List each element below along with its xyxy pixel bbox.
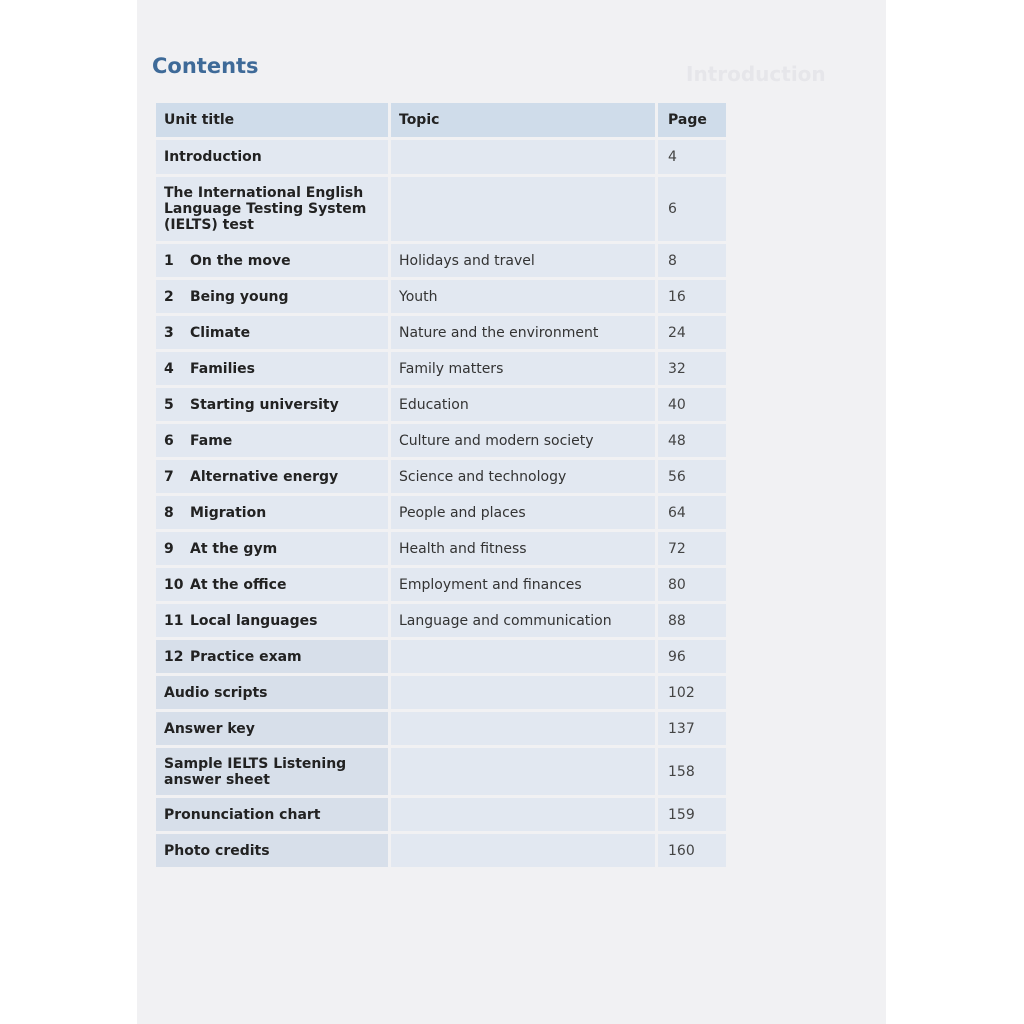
unit-title-cell <box>156 388 388 421</box>
table-row <box>156 244 728 277</box>
page-number: 80 <box>658 568 726 601</box>
unit-title-cell <box>156 532 388 565</box>
table-row <box>156 388 728 421</box>
topic-cell <box>391 798 655 831</box>
contents-table <box>156 103 728 870</box>
unit-number: 3 <box>164 324 174 341</box>
unit-title: Practice exam <box>190 648 302 665</box>
topic-cell: Nature and the environment <box>391 316 655 349</box>
unit-number: 4 <box>164 360 174 377</box>
unit-title-cell <box>156 676 388 709</box>
topic-cell <box>391 640 655 673</box>
unit-number: 8 <box>164 504 174 521</box>
unit-title: Audio scripts <box>164 684 268 701</box>
unit-number: 6 <box>164 432 174 449</box>
page-number: 160 <box>658 834 726 867</box>
table-row <box>156 496 728 529</box>
table-row <box>156 424 728 457</box>
page-number: 96 <box>658 640 726 673</box>
unit-title: Local languages <box>190 612 318 629</box>
unit-title: Photo credits <box>164 842 270 859</box>
page-number: 56 <box>658 460 726 493</box>
page-number: 4 <box>658 140 726 174</box>
unit-title: Introduction <box>164 149 262 165</box>
unit-title-cell <box>156 604 388 637</box>
page-number: 72 <box>658 532 726 565</box>
topic-cell: Language and communication <box>391 604 655 637</box>
topic-cell: Health and fitness <box>391 532 655 565</box>
unit-title: Climate <box>190 324 251 341</box>
table-row <box>156 568 728 601</box>
page-number: 40 <box>658 388 726 421</box>
table-row <box>156 280 728 313</box>
unit-title-cell <box>156 177 388 241</box>
unit-title: Migration <box>190 504 267 521</box>
unit-title: At the office <box>190 576 287 593</box>
page-number: 32 <box>658 352 726 385</box>
topic-cell <box>391 748 655 795</box>
topic-cell: People and places <box>391 496 655 529</box>
table-row <box>156 532 728 565</box>
topic-cell <box>391 712 655 745</box>
unit-title: Pronunciation chart <box>164 806 321 823</box>
unit-number: 7 <box>164 468 174 485</box>
unit-title-cell <box>156 280 388 313</box>
table-row <box>156 798 728 831</box>
unit-title-cell <box>156 352 388 385</box>
topic-cell: Culture and modern society <box>391 424 655 457</box>
page-title: Contents <box>152 54 259 78</box>
table-row <box>156 316 728 349</box>
unit-title-cell <box>156 640 388 673</box>
topic-cell: Education <box>391 388 655 421</box>
table-row <box>156 460 728 493</box>
page-number: 158 <box>658 748 726 795</box>
unit-number: 1 <box>164 252 174 269</box>
topic-cell <box>391 834 655 867</box>
page-number: 24 <box>658 316 726 349</box>
unit-title: Fame <box>190 432 233 449</box>
page-number: 102 <box>658 676 726 709</box>
page-number: 8 <box>658 244 726 277</box>
page-number: 88 <box>658 604 726 637</box>
table-row <box>156 712 728 745</box>
unit-title-cell <box>156 568 388 601</box>
table-row <box>156 676 728 709</box>
show-through-heading: Introduction <box>686 62 826 86</box>
page-number: 16 <box>658 280 726 313</box>
table-row <box>156 140 728 174</box>
table-row <box>156 640 728 673</box>
unit-title: Alternative energy <box>190 468 339 485</box>
topic-cell <box>391 676 655 709</box>
topic-cell: Science and technology <box>391 460 655 493</box>
unit-title-cell <box>156 798 388 831</box>
table-row <box>156 352 728 385</box>
unit-title-cell <box>156 748 388 795</box>
unit-title: Being young <box>190 288 289 305</box>
unit-title: Sample IELTS Listening answer sheet <box>164 755 347 788</box>
unit-number: 11 <box>164 612 184 629</box>
table-row <box>156 834 728 867</box>
page-number: 159 <box>658 798 726 831</box>
page-number: 6 <box>658 177 726 241</box>
header-unit-title: Unit title <box>156 103 388 137</box>
unit-number: 2 <box>164 288 174 305</box>
unit-title: Starting university <box>190 396 339 413</box>
unit-title: On the move <box>190 252 291 269</box>
page-number: 137 <box>658 712 726 745</box>
unit-title: The International English Language Testing System (IELTS) test <box>164 185 367 233</box>
unit-title-cell <box>156 316 388 349</box>
table-row <box>156 748 728 795</box>
table-row <box>156 604 728 637</box>
unit-title-cell <box>156 712 388 745</box>
topic-cell: Holidays and travel <box>391 244 655 277</box>
unit-number: 12 <box>164 648 184 665</box>
unit-title: At the gym <box>190 540 278 557</box>
unit-title-cell <box>156 460 388 493</box>
unit-number: 5 <box>164 396 174 413</box>
header-topic: Topic <box>391 103 655 137</box>
unit-number: 9 <box>164 540 174 557</box>
topic-cell <box>391 177 655 241</box>
topic-cell: Employment and finances <box>391 568 655 601</box>
unit-title: Answer key <box>164 720 255 737</box>
unit-title-cell <box>156 424 388 457</box>
topic-cell: Family matters <box>391 352 655 385</box>
page-number: 64 <box>658 496 726 529</box>
unit-title-cell <box>156 496 388 529</box>
header-page: Page <box>658 103 726 137</box>
unit-title-cell <box>156 244 388 277</box>
unit-title-cell <box>156 140 388 174</box>
unit-number: 10 <box>164 576 184 593</box>
topic-cell <box>391 140 655 174</box>
table-row <box>156 177 728 241</box>
page-number: 48 <box>658 424 726 457</box>
topic-cell: Youth <box>391 280 655 313</box>
unit-title: Families <box>190 360 256 377</box>
unit-title-cell <box>156 834 388 867</box>
table-header <box>156 103 728 137</box>
